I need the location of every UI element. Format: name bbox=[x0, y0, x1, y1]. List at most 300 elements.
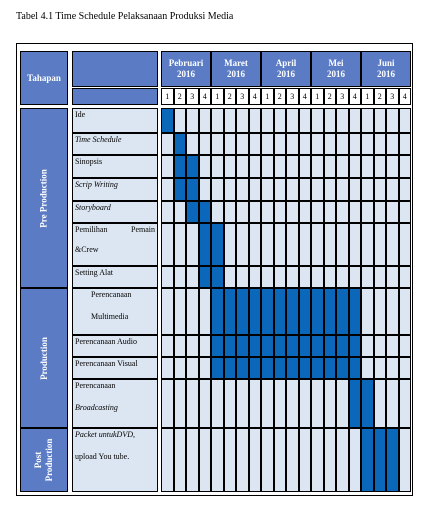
week-number bbox=[174, 88, 187, 105]
week-number-label: 3 bbox=[390, 92, 395, 101]
schedule-cell-empty bbox=[386, 201, 399, 223]
phase-cell bbox=[20, 108, 68, 288]
schedule-cell-empty bbox=[161, 201, 174, 223]
week-number bbox=[286, 88, 299, 105]
week-number bbox=[336, 88, 349, 105]
month-year: 2016 bbox=[177, 69, 195, 79]
schedule-cell-empty bbox=[324, 108, 337, 133]
schedule-cell-empty bbox=[336, 266, 349, 288]
schedule-cell-empty bbox=[349, 201, 362, 223]
schedule-cell-empty bbox=[311, 108, 324, 133]
schedule-cell-filled bbox=[274, 288, 287, 335]
schedule-cell-empty bbox=[161, 223, 174, 266]
header-month bbox=[161, 51, 211, 87]
week-number bbox=[274, 88, 287, 105]
phase-cell bbox=[20, 288, 68, 428]
schedule-cell-filled bbox=[274, 357, 287, 379]
header-tahapan-label: Tahapan bbox=[27, 72, 61, 83]
schedule-cell-empty bbox=[174, 201, 187, 223]
schedule-cell-empty bbox=[386, 335, 399, 357]
month-label bbox=[224, 58, 248, 80]
week-number bbox=[236, 88, 249, 105]
schedule-cell-empty bbox=[236, 201, 249, 223]
task-name bbox=[72, 223, 158, 266]
month-label bbox=[327, 58, 345, 80]
week-number-label: 4 bbox=[302, 92, 307, 101]
schedule-cell-empty bbox=[399, 357, 412, 379]
schedule-cell-empty bbox=[161, 428, 174, 492]
week-number bbox=[349, 88, 362, 105]
schedule-cell-empty bbox=[274, 108, 287, 133]
week-number bbox=[211, 88, 224, 105]
schedule-cell-filled bbox=[161, 108, 174, 133]
schedule-cell-empty bbox=[361, 155, 374, 178]
schedule-cell-empty bbox=[261, 266, 274, 288]
schedule-cell-empty bbox=[324, 178, 337, 201]
schedule-cell-empty bbox=[286, 266, 299, 288]
task-text: Perencanaan Visual bbox=[75, 359, 138, 368]
schedule-cell-filled bbox=[386, 428, 399, 492]
schedule-cell-empty bbox=[324, 266, 337, 288]
schedule-cell-filled bbox=[361, 379, 374, 428]
schedule-cell-empty bbox=[249, 155, 262, 178]
month-name: April bbox=[275, 58, 297, 68]
schedule-cell-empty bbox=[199, 357, 212, 379]
schedule-cell-empty bbox=[161, 155, 174, 178]
schedule-cell-empty bbox=[361, 288, 374, 335]
week-number-label: 3 bbox=[240, 92, 245, 101]
schedule-cell-empty bbox=[299, 379, 312, 428]
schedule-cell-empty bbox=[361, 178, 374, 201]
week-number bbox=[361, 88, 374, 105]
schedule-cell-empty bbox=[399, 266, 412, 288]
schedule-cell-empty bbox=[361, 108, 374, 133]
schedule-cell-filled bbox=[361, 428, 374, 492]
task-text: Packet untukDVD, bbox=[75, 430, 135, 439]
schedule-cell-empty bbox=[186, 108, 199, 133]
schedule-cell-empty bbox=[249, 223, 262, 266]
schedule-cell-empty bbox=[224, 379, 237, 428]
week-number bbox=[161, 88, 174, 105]
schedule-cell-empty bbox=[311, 178, 324, 201]
schedule-cell-empty bbox=[386, 223, 399, 266]
header-month bbox=[261, 51, 311, 87]
schedule-cell-filled bbox=[211, 357, 224, 379]
schedule-cell-empty bbox=[224, 108, 237, 133]
schedule-cell-filled bbox=[349, 288, 362, 335]
schedule-cell-filled bbox=[249, 335, 262, 357]
schedule-cell-filled bbox=[186, 155, 199, 178]
schedule-cell-empty bbox=[174, 335, 187, 357]
schedule-cell-empty bbox=[236, 266, 249, 288]
schedule-cell-empty bbox=[261, 201, 274, 223]
schedule-cell-filled bbox=[311, 335, 324, 357]
month-year: 2016 bbox=[327, 69, 345, 79]
week-number-label: 2 bbox=[377, 92, 382, 101]
schedule-cell-filled bbox=[374, 428, 387, 492]
task-text: Perencanaan Audio bbox=[75, 337, 137, 346]
schedule-cell-empty bbox=[386, 155, 399, 178]
schedule-cell-empty bbox=[336, 201, 349, 223]
schedule-cell-empty bbox=[249, 266, 262, 288]
schedule-cell-empty bbox=[161, 357, 174, 379]
schedule-cell-empty bbox=[286, 223, 299, 266]
schedule-cell-empty bbox=[311, 201, 324, 223]
schedule-cell-filled bbox=[286, 288, 299, 335]
schedule-cell-empty bbox=[349, 155, 362, 178]
month-name: Juni bbox=[377, 58, 395, 68]
task-text-line2: Broadcasting bbox=[75, 403, 118, 412]
schedule-cell-empty bbox=[199, 178, 212, 201]
schedule-cell-empty bbox=[386, 133, 399, 155]
schedule-cell-empty bbox=[336, 155, 349, 178]
schedule-cell-empty bbox=[261, 379, 274, 428]
task-text-line2: &Crew bbox=[75, 245, 99, 254]
schedule-cell-filled bbox=[199, 266, 212, 288]
schedule-cell-filled bbox=[211, 288, 224, 335]
schedule-cell-empty bbox=[349, 428, 362, 492]
schedule-cell-empty bbox=[324, 428, 337, 492]
schedule-cell-empty bbox=[274, 155, 287, 178]
week-number-label: 4 bbox=[352, 92, 357, 101]
schedule-cell-empty bbox=[374, 201, 387, 223]
schedule-cell-empty bbox=[161, 288, 174, 335]
schedule-cell-empty bbox=[274, 266, 287, 288]
month-label bbox=[377, 58, 395, 80]
week-number-label: 3 bbox=[340, 92, 345, 101]
schedule-cell-empty bbox=[399, 155, 412, 178]
schedule-cell-filled bbox=[174, 133, 187, 155]
schedule-cell-empty bbox=[336, 108, 349, 133]
schedule-cell-filled bbox=[336, 288, 349, 335]
task-name bbox=[72, 266, 158, 288]
schedule-cell-filled bbox=[186, 178, 199, 201]
schedule-cell-empty bbox=[224, 266, 237, 288]
week-number-label: 1 bbox=[365, 92, 370, 101]
schedule-cell-empty bbox=[399, 379, 412, 428]
week-number-label: 2 bbox=[277, 92, 282, 101]
task-text: Ide bbox=[75, 110, 86, 119]
schedule-cell-empty bbox=[361, 357, 374, 379]
schedule-cell-empty bbox=[199, 155, 212, 178]
schedule-cell-empty bbox=[161, 178, 174, 201]
schedule-cell-filled bbox=[299, 335, 312, 357]
schedule-cell-empty bbox=[186, 379, 199, 428]
schedule-cell-empty bbox=[261, 155, 274, 178]
schedule-cell-filled bbox=[236, 288, 249, 335]
schedule-cell-empty bbox=[299, 155, 312, 178]
task-text: Setting Alat bbox=[75, 268, 113, 277]
schedule-cell-filled bbox=[211, 335, 224, 357]
schedule-cell-empty bbox=[186, 335, 199, 357]
week-number-label: 4 bbox=[202, 92, 207, 101]
schedule-cell-empty bbox=[311, 266, 324, 288]
schedule-cell-empty bbox=[261, 428, 274, 492]
schedule-cell-empty bbox=[286, 108, 299, 133]
header-task-column bbox=[72, 51, 158, 87]
task-text: Storyboard bbox=[75, 203, 111, 212]
task-name bbox=[72, 379, 158, 428]
schedule-cell-empty bbox=[199, 108, 212, 133]
schedule-cell-empty bbox=[399, 133, 412, 155]
schedule-cell-empty bbox=[274, 201, 287, 223]
schedule-cell-filled bbox=[211, 266, 224, 288]
week-number bbox=[186, 88, 199, 105]
schedule-cell-filled bbox=[349, 357, 362, 379]
schedule-cell-empty bbox=[361, 133, 374, 155]
schedule-cell-empty bbox=[174, 223, 187, 266]
schedule-cell-filled bbox=[299, 288, 312, 335]
schedule-cell-empty bbox=[199, 428, 212, 492]
schedule-cell-empty bbox=[336, 178, 349, 201]
schedule-cell-empty bbox=[236, 178, 249, 201]
table-caption: Tabel 4.1 Time Schedule Pelaksanaan Produksi Media bbox=[16, 11, 234, 22]
schedule-cell-empty bbox=[374, 108, 387, 133]
schedule-cell-filled bbox=[311, 357, 324, 379]
schedule-cell-empty bbox=[349, 108, 362, 133]
schedule-cell-filled bbox=[224, 335, 237, 357]
month-label bbox=[276, 58, 297, 80]
schedule-cell-empty bbox=[399, 223, 412, 266]
schedule-cell-empty bbox=[224, 155, 237, 178]
schedule-cell-filled bbox=[311, 288, 324, 335]
schedule-cell-empty bbox=[386, 178, 399, 201]
schedule-cell-empty bbox=[249, 428, 262, 492]
schedule-cell-empty bbox=[286, 178, 299, 201]
task-text: Scrip Writing bbox=[75, 180, 118, 189]
schedule-cell-empty bbox=[174, 288, 187, 335]
schedule-cell-empty bbox=[174, 266, 187, 288]
phase-label: Production bbox=[38, 336, 49, 380]
schedule-cell-empty bbox=[336, 428, 349, 492]
schedule-cell-empty bbox=[211, 201, 224, 223]
schedule-cell-empty bbox=[224, 133, 237, 155]
schedule-cell-empty bbox=[311, 133, 324, 155]
schedule-cell-empty bbox=[399, 178, 412, 201]
header-month bbox=[211, 51, 261, 87]
header-tahapan bbox=[20, 51, 68, 105]
schedule-cell-empty bbox=[274, 428, 287, 492]
schedule-cell-empty bbox=[374, 133, 387, 155]
schedule-cell-filled bbox=[336, 335, 349, 357]
week-number-label: 3 bbox=[190, 92, 195, 101]
schedule-cell-empty bbox=[349, 133, 362, 155]
task-text: Perencanaan bbox=[91, 290, 132, 299]
schedule-cell-empty bbox=[349, 223, 362, 266]
schedule-cell-empty bbox=[324, 223, 337, 266]
task-text: Time Schedule bbox=[75, 135, 122, 144]
schedule-cell-filled bbox=[186, 201, 199, 223]
schedule-cell-empty bbox=[399, 201, 412, 223]
schedule-cell-empty bbox=[374, 379, 387, 428]
schedule-cell-empty bbox=[261, 133, 274, 155]
schedule-cell-empty bbox=[186, 288, 199, 335]
schedule-cell-empty bbox=[236, 108, 249, 133]
task-text-line2: upload You tube. bbox=[75, 452, 130, 461]
schedule-cell-empty bbox=[399, 288, 412, 335]
week-number bbox=[199, 88, 212, 105]
schedule-cell-empty bbox=[274, 178, 287, 201]
schedule-cell-empty bbox=[224, 223, 237, 266]
week-number bbox=[324, 88, 337, 105]
month-label bbox=[169, 58, 204, 80]
schedule-cell-empty bbox=[199, 335, 212, 357]
week-number-label: 3 bbox=[290, 92, 295, 101]
schedule-cell-filled bbox=[299, 357, 312, 379]
schedule-cell-filled bbox=[236, 335, 249, 357]
schedule-cell-empty bbox=[311, 379, 324, 428]
schedule-cell-empty bbox=[324, 133, 337, 155]
schedule-cell-empty bbox=[186, 133, 199, 155]
week-number bbox=[374, 88, 387, 105]
month-name: Maret bbox=[224, 58, 248, 68]
schedule-cell-empty bbox=[374, 178, 387, 201]
schedule-cell-empty bbox=[186, 266, 199, 288]
schedule-cell-filled bbox=[199, 223, 212, 266]
schedule-cell-empty bbox=[324, 155, 337, 178]
week-number bbox=[399, 88, 412, 105]
schedule-cell-empty bbox=[299, 108, 312, 133]
schedule-cell-empty bbox=[324, 379, 337, 428]
schedule-cell-empty bbox=[374, 335, 387, 357]
schedule-cell-empty bbox=[299, 266, 312, 288]
schedule-cell-empty bbox=[224, 201, 237, 223]
schedule-cell-filled bbox=[224, 288, 237, 335]
schedule-cell-filled bbox=[324, 288, 337, 335]
week-number-label: 2 bbox=[177, 92, 182, 101]
week-number bbox=[299, 88, 312, 105]
schedule-cell-empty bbox=[199, 288, 212, 335]
schedule-cell-empty bbox=[361, 201, 374, 223]
schedule-cell-empty bbox=[261, 223, 274, 266]
schedule-cell-empty bbox=[249, 379, 262, 428]
schedule-cell-filled bbox=[249, 288, 262, 335]
schedule-cell-filled bbox=[336, 357, 349, 379]
month-year: 2016 bbox=[226, 69, 245, 79]
week-number-label: 4 bbox=[252, 92, 257, 101]
task-name bbox=[72, 108, 158, 133]
schedule-cell-empty bbox=[374, 288, 387, 335]
schedule-cell-empty bbox=[286, 201, 299, 223]
schedule-cell-filled bbox=[349, 379, 362, 428]
schedule-cell-empty bbox=[211, 178, 224, 201]
schedule-cell-empty bbox=[236, 133, 249, 155]
schedule-cell-filled bbox=[261, 288, 274, 335]
schedule-cell-empty bbox=[224, 178, 237, 201]
phase-label: Pre Production bbox=[38, 168, 49, 228]
week-number bbox=[386, 88, 399, 105]
week-number bbox=[261, 88, 274, 105]
schedule-cell-empty bbox=[249, 108, 262, 133]
schedule-cell-empty bbox=[374, 357, 387, 379]
schedule-cell-filled bbox=[286, 335, 299, 357]
schedule-cell-empty bbox=[236, 155, 249, 178]
schedule-cell-filled bbox=[261, 357, 274, 379]
schedule-cell-empty bbox=[386, 379, 399, 428]
schedule-cell-empty bbox=[236, 379, 249, 428]
schedule-cell-empty bbox=[174, 428, 187, 492]
schedule-cell-filled bbox=[236, 357, 249, 379]
task-name bbox=[72, 155, 158, 178]
task-text: Sinopsis bbox=[75, 157, 103, 166]
schedule-cell-empty bbox=[311, 223, 324, 266]
schedule-cell-empty bbox=[174, 357, 187, 379]
schedule-cell-empty bbox=[186, 223, 199, 266]
schedule-cell-filled bbox=[261, 335, 274, 357]
week-number-label: 1 bbox=[265, 92, 270, 101]
schedule-cell-empty bbox=[274, 223, 287, 266]
schedule-cell-empty bbox=[249, 178, 262, 201]
task-text: Perencanaan bbox=[75, 381, 116, 390]
schedule-cell-empty bbox=[386, 266, 399, 288]
schedule-cell-filled bbox=[274, 335, 287, 357]
schedule-cell-empty bbox=[261, 178, 274, 201]
schedule-cell-empty bbox=[361, 223, 374, 266]
schedule-cell-empty bbox=[374, 266, 387, 288]
schedule-cell-empty bbox=[399, 335, 412, 357]
schedule-cell-empty bbox=[336, 379, 349, 428]
schedule-cell-empty bbox=[311, 155, 324, 178]
month-name: Mei bbox=[328, 58, 344, 68]
schedule-cell-empty bbox=[361, 335, 374, 357]
schedule-cell-empty bbox=[374, 223, 387, 266]
week-number-label: 1 bbox=[215, 92, 220, 101]
schedule-cell-empty bbox=[211, 155, 224, 178]
week-number-label: 4 bbox=[402, 92, 407, 101]
schedule-cell-empty bbox=[386, 288, 399, 335]
schedule-cell-empty bbox=[274, 379, 287, 428]
schedule-cell-empty bbox=[249, 201, 262, 223]
week-number bbox=[224, 88, 237, 105]
schedule-cell-empty bbox=[161, 266, 174, 288]
schedule-cell-filled bbox=[324, 357, 337, 379]
schedule-cell-empty bbox=[211, 379, 224, 428]
schedule-cell-empty bbox=[299, 223, 312, 266]
schedule-cell-empty bbox=[324, 201, 337, 223]
schedule-cell-empty bbox=[274, 133, 287, 155]
schedule-cell-empty bbox=[399, 108, 412, 133]
phase-label: Post Production bbox=[33, 438, 54, 482]
schedule-cell-empty bbox=[199, 133, 212, 155]
task-text-line2: Multimedia bbox=[91, 312, 129, 321]
schedule-cell-filled bbox=[349, 335, 362, 357]
schedule-cell-empty bbox=[286, 379, 299, 428]
schedule-cell-filled bbox=[211, 223, 224, 266]
schedule-cell-empty bbox=[374, 155, 387, 178]
schedule-cell-empty bbox=[186, 428, 199, 492]
header-month bbox=[361, 51, 411, 87]
schedule-cell-filled bbox=[199, 201, 212, 223]
schedule-cell-empty bbox=[211, 133, 224, 155]
schedule-cell-empty bbox=[199, 379, 212, 428]
task-name bbox=[72, 178, 158, 201]
week-number bbox=[249, 88, 262, 105]
schedule-cell-empty bbox=[174, 108, 187, 133]
week-number-label: 2 bbox=[327, 92, 332, 101]
schedule-cell-filled bbox=[174, 155, 187, 178]
schedule-cell-empty bbox=[236, 428, 249, 492]
month-year: 2016 bbox=[276, 69, 295, 79]
schedule-cell-empty bbox=[224, 428, 237, 492]
schedule-cell-filled bbox=[249, 357, 262, 379]
schedule-cell-filled bbox=[324, 335, 337, 357]
schedule-cell-empty bbox=[161, 379, 174, 428]
task-name bbox=[72, 201, 158, 223]
schedule-cell-empty bbox=[286, 428, 299, 492]
task-name bbox=[72, 357, 158, 379]
task-name bbox=[72, 133, 158, 155]
schedule-cell-empty bbox=[311, 428, 324, 492]
